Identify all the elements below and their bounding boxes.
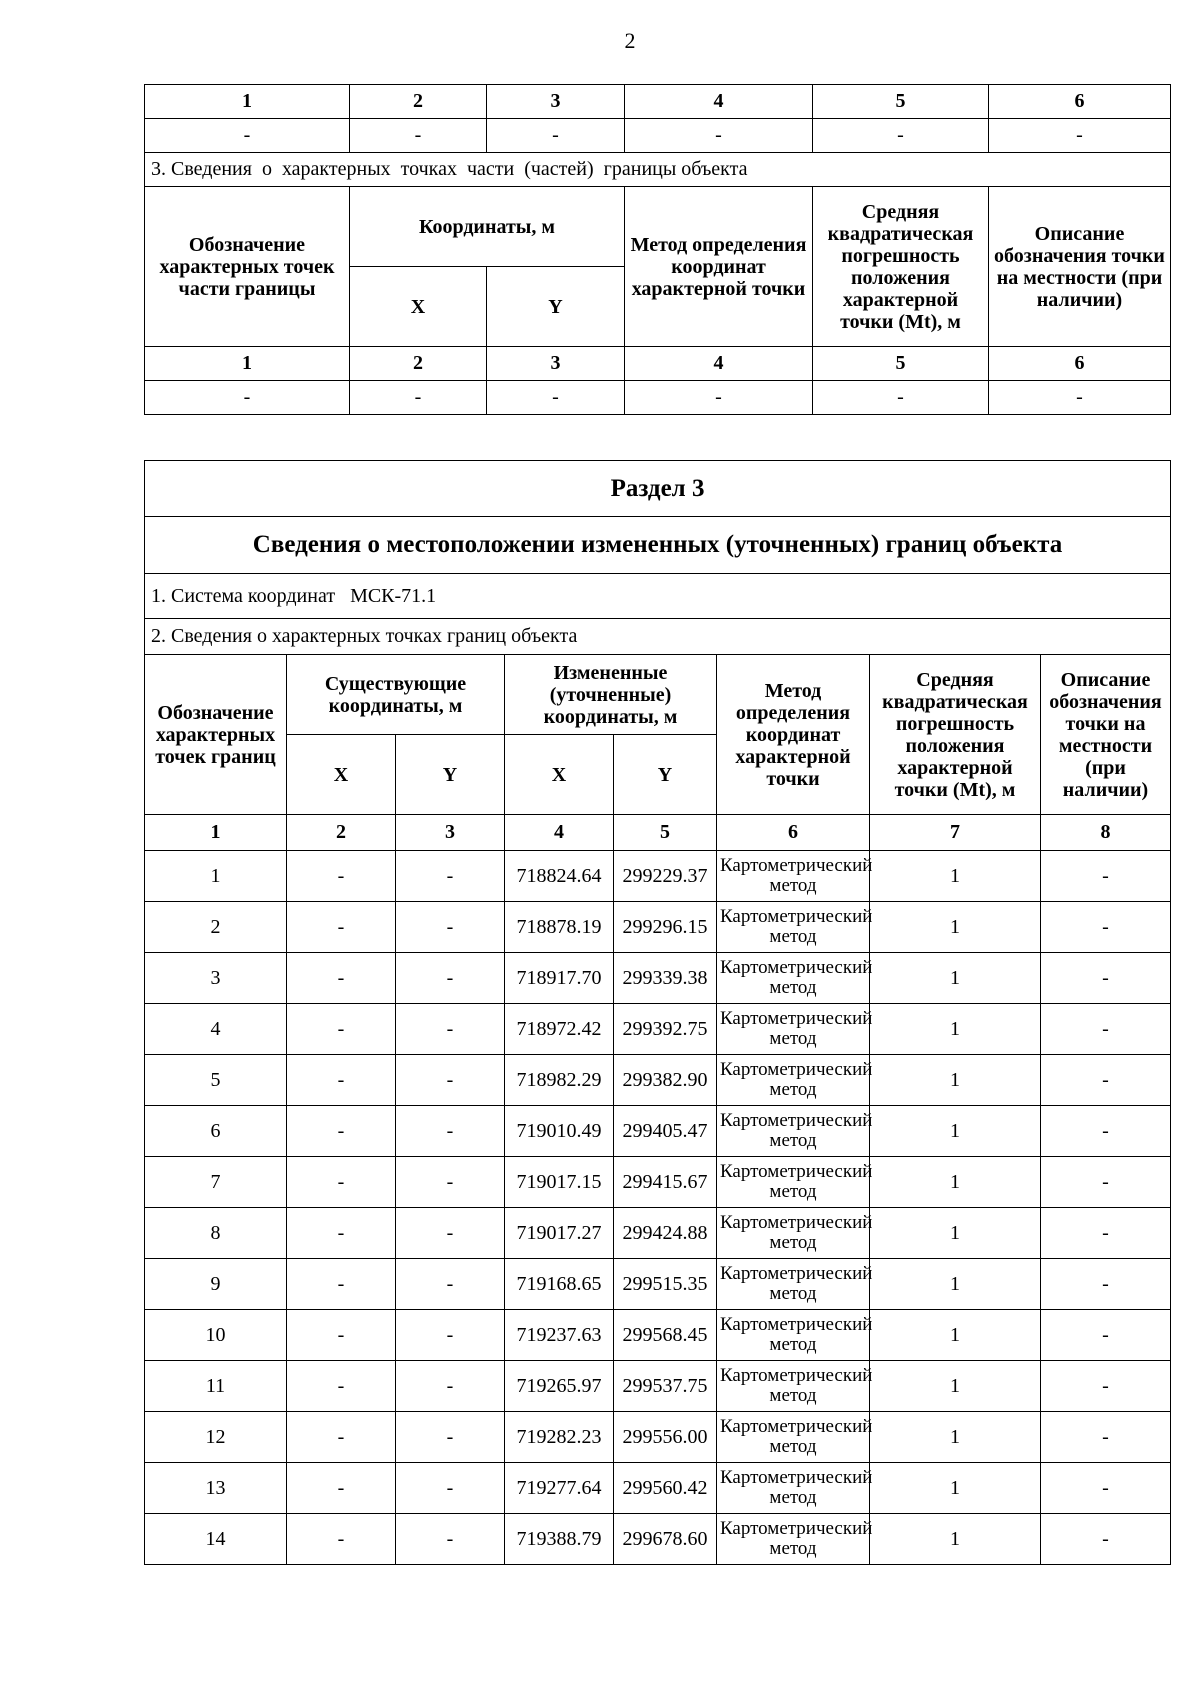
changed-x: 718972.42 xyxy=(505,1004,614,1055)
method: Картометрический метод xyxy=(717,1310,870,1361)
column-numbers-row xyxy=(145,85,1171,119)
col-number: 3 xyxy=(396,815,505,851)
existing-y: - xyxy=(396,1259,505,1310)
mt-value: 1 xyxy=(870,1514,1041,1565)
empty-cell: - xyxy=(350,381,487,415)
table-row xyxy=(145,902,1171,953)
header-designation: Обозначение характерных точек части границы xyxy=(145,187,350,347)
column-numbers-row xyxy=(145,347,1171,381)
point-number: 2 xyxy=(145,902,287,953)
parts-boundary-table xyxy=(144,84,1171,415)
section-subtitle: Сведения о местоположении измененных (уточненных) границ объекта xyxy=(145,517,1171,574)
existing-x: - xyxy=(287,1259,396,1310)
table-row xyxy=(145,1412,1171,1463)
col-number: 4 xyxy=(625,347,813,381)
table-row xyxy=(145,953,1171,1004)
empty-row xyxy=(145,381,1171,415)
col-number: 6 xyxy=(717,815,870,851)
changed-y: 299560.42 xyxy=(614,1463,717,1514)
existing-y: - xyxy=(396,902,505,953)
section-title: Раздел 3 xyxy=(145,461,1171,517)
table-row xyxy=(145,1106,1171,1157)
header-existing-x: X xyxy=(287,735,396,815)
existing-y: - xyxy=(396,1412,505,1463)
coordinate-system-label: 1. Система координат xyxy=(151,584,336,607)
table-row xyxy=(145,1361,1171,1412)
col-number: 2 xyxy=(287,815,396,851)
empty-cell: - xyxy=(813,119,989,153)
method: Картометрический метод xyxy=(717,1004,870,1055)
mt-value: 1 xyxy=(870,1157,1041,1208)
point-number: 8 xyxy=(145,1208,287,1259)
changed-x: 718982.29 xyxy=(505,1055,614,1106)
changed-x: 718878.19 xyxy=(505,902,614,953)
description: - xyxy=(1041,902,1171,953)
col-number: 1 xyxy=(145,347,350,381)
description: - xyxy=(1041,1157,1171,1208)
changed-x: 719168.65 xyxy=(505,1259,614,1310)
col-number: 6 xyxy=(989,85,1171,119)
empty-row xyxy=(145,119,1171,153)
method: Картометрический метод xyxy=(717,902,870,953)
changed-y: 299382.90 xyxy=(614,1055,717,1106)
existing-y: - xyxy=(396,1157,505,1208)
col-number: 6 xyxy=(989,347,1171,381)
changed-x: 719017.15 xyxy=(505,1157,614,1208)
empty-cell: - xyxy=(145,381,350,415)
existing-y: - xyxy=(396,1361,505,1412)
description: - xyxy=(1041,1514,1171,1565)
changed-y: 299568.45 xyxy=(614,1310,717,1361)
point-number: 12 xyxy=(145,1412,287,1463)
existing-x: - xyxy=(287,1361,396,1412)
method: Картометрический метод xyxy=(717,1106,870,1157)
method: Картометрический метод xyxy=(717,1259,870,1310)
header-existing-y: Y xyxy=(396,735,505,815)
changed-y: 299537.75 xyxy=(614,1361,717,1412)
empty-cell: - xyxy=(625,381,813,415)
existing-x: - xyxy=(287,1514,396,1565)
coordinate-system-row xyxy=(145,574,1171,619)
point-number: 10 xyxy=(145,1310,287,1361)
col-number: 5 xyxy=(614,815,717,851)
point-number: 9 xyxy=(145,1259,287,1310)
description: - xyxy=(1041,1055,1171,1106)
existing-x: - xyxy=(287,1463,396,1514)
col-number: 2 xyxy=(350,85,487,119)
method: Картометрический метод xyxy=(717,1514,870,1565)
mt-value: 1 xyxy=(870,1412,1041,1463)
changed-x: 719265.97 xyxy=(505,1361,614,1412)
col-number: 5 xyxy=(813,85,989,119)
method: Картометрический метод xyxy=(717,1463,870,1514)
changed-y: 299296.15 xyxy=(614,902,717,953)
existing-x: - xyxy=(287,1310,396,1361)
existing-y: - xyxy=(396,851,505,902)
existing-y: - xyxy=(396,1463,505,1514)
changed-y: 299515.35 xyxy=(614,1259,717,1310)
method: Картометрический метод xyxy=(717,1055,870,1106)
point-number: 3 xyxy=(145,953,287,1004)
existing-y: - xyxy=(396,1514,505,1565)
table-row xyxy=(145,1004,1171,1055)
changed-y: 299339.38 xyxy=(614,953,717,1004)
col-number: 3 xyxy=(487,85,625,119)
description: - xyxy=(1041,1310,1171,1361)
header-changed-x: X xyxy=(505,735,614,815)
table-row xyxy=(145,1157,1171,1208)
empty-cell: - xyxy=(813,381,989,415)
section3-table xyxy=(144,460,1171,1565)
header-designation: Обозначение характерных точек границ xyxy=(145,655,287,815)
empty-cell: - xyxy=(145,119,350,153)
method: Картометрический метод xyxy=(717,851,870,902)
mt-value: 1 xyxy=(870,851,1041,902)
table-row xyxy=(145,1514,1171,1565)
description: - xyxy=(1041,1412,1171,1463)
col-number: 5 xyxy=(813,347,989,381)
description: - xyxy=(1041,1361,1171,1412)
point-number: 11 xyxy=(145,1361,287,1412)
col-number: 1 xyxy=(145,815,287,851)
changed-x: 719277.64 xyxy=(505,1463,614,1514)
col-number: 1 xyxy=(145,85,350,119)
header-description: Описание обозначения точки на местности (при наличии) xyxy=(989,187,1171,347)
point-number: 6 xyxy=(145,1106,287,1157)
description: - xyxy=(1041,851,1171,902)
changed-y: 299424.88 xyxy=(614,1208,717,1259)
col-number: 4 xyxy=(505,815,614,851)
changed-x: 719282.23 xyxy=(505,1412,614,1463)
header-method: Метод определения координат характерной точки xyxy=(717,655,870,815)
header-error: Средняя квадратическая погрешность положения характерной точки (Mt), м xyxy=(870,655,1041,815)
changed-y: 299415.67 xyxy=(614,1157,717,1208)
table-row xyxy=(145,1208,1171,1259)
description: - xyxy=(1041,1004,1171,1055)
mt-value: 1 xyxy=(870,1004,1041,1055)
mt-value: 1 xyxy=(870,1055,1041,1106)
col-number: 3 xyxy=(487,347,625,381)
mt-value: 1 xyxy=(870,1361,1041,1412)
existing-y: - xyxy=(396,953,505,1004)
coordinate-system-value: МСК-71.1 xyxy=(350,584,437,607)
changed-x: 718917.70 xyxy=(505,953,614,1004)
table-row xyxy=(145,1055,1171,1106)
point-number: 4 xyxy=(145,1004,287,1055)
existing-y: - xyxy=(396,1055,505,1106)
existing-y: - xyxy=(396,1106,505,1157)
existing-x: - xyxy=(287,902,396,953)
col-number: 7 xyxy=(870,815,1041,851)
table-row xyxy=(145,851,1171,902)
description: - xyxy=(1041,1208,1171,1259)
points-section-label: 2. Сведения о характерных точках границ объекта xyxy=(145,619,1171,655)
method: Картометрический метод xyxy=(717,1208,870,1259)
changed-x: 719010.49 xyxy=(505,1106,614,1157)
existing-y: - xyxy=(396,1004,505,1055)
empty-cell: - xyxy=(989,119,1171,153)
header-coordinates: Координаты, м xyxy=(350,187,625,267)
point-number: 14 xyxy=(145,1514,287,1565)
empty-cell: - xyxy=(487,119,625,153)
page-number: 2 xyxy=(624,28,636,53)
table-row xyxy=(145,1259,1171,1310)
mt-value: 1 xyxy=(870,1208,1041,1259)
existing-x: - xyxy=(287,1157,396,1208)
existing-x: - xyxy=(287,1412,396,1463)
description: - xyxy=(1041,1259,1171,1310)
header-existing-coordinates: Существующие координаты, м xyxy=(287,655,505,735)
mt-value: 1 xyxy=(870,1259,1041,1310)
existing-x: - xyxy=(287,1106,396,1157)
method: Картометрический метод xyxy=(717,1412,870,1463)
description: - xyxy=(1041,1463,1171,1514)
changed-x: 718824.64 xyxy=(505,851,614,902)
header-error: Средняя квадратическая погрешность положения характерной точки (Mt), м xyxy=(813,187,989,347)
mt-value: 1 xyxy=(870,1106,1041,1157)
method: Картометрический метод xyxy=(717,953,870,1004)
empty-cell: - xyxy=(487,381,625,415)
existing-y: - xyxy=(396,1310,505,1361)
method: Картометрический метод xyxy=(717,1157,870,1208)
table-row xyxy=(145,1463,1171,1514)
changed-y: 299678.60 xyxy=(614,1514,717,1565)
mt-value: 1 xyxy=(870,902,1041,953)
existing-x: - xyxy=(287,953,396,1004)
changed-y: 299392.75 xyxy=(614,1004,717,1055)
header-changed-y: Y xyxy=(614,735,717,815)
header-x: X xyxy=(350,267,487,347)
header-y: Y xyxy=(487,267,625,347)
column-numbers-row xyxy=(145,815,1171,851)
existing-x: - xyxy=(287,851,396,902)
header-method: Метод определения координат характерной точки xyxy=(625,187,813,347)
changed-x: 719237.63 xyxy=(505,1310,614,1361)
point-number: 5 xyxy=(145,1055,287,1106)
header-description: Описание обозначения точки на местности (при наличии) xyxy=(1041,655,1171,815)
mt-value: 1 xyxy=(870,953,1041,1004)
existing-y: - xyxy=(396,1208,505,1259)
mt-value: 1 xyxy=(870,1463,1041,1514)
table-row xyxy=(145,1310,1171,1361)
description: - xyxy=(1041,953,1171,1004)
point-number: 1 xyxy=(145,851,287,902)
changed-y: 299229.37 xyxy=(614,851,717,902)
parts-section-label: 3. Сведения о характерных точках части (частей) границы объекта xyxy=(145,153,1171,187)
existing-x: - xyxy=(287,1004,396,1055)
changed-x: 719017.27 xyxy=(505,1208,614,1259)
existing-x: - xyxy=(287,1208,396,1259)
header-changed-coordinates: Измененные (уточненные) координаты, м xyxy=(505,655,717,735)
changed-y: 299556.00 xyxy=(614,1412,717,1463)
changed-y: 299405.47 xyxy=(614,1106,717,1157)
description: - xyxy=(1041,1106,1171,1157)
empty-cell: - xyxy=(350,119,487,153)
changed-x: 719388.79 xyxy=(505,1514,614,1565)
col-number: 4 xyxy=(625,85,813,119)
col-number: 2 xyxy=(350,347,487,381)
point-number: 13 xyxy=(145,1463,287,1514)
empty-cell: - xyxy=(989,381,1171,415)
existing-x: - xyxy=(287,1055,396,1106)
point-number: 7 xyxy=(145,1157,287,1208)
col-number: 8 xyxy=(1041,815,1171,851)
mt-value: 1 xyxy=(870,1310,1041,1361)
method: Картометрический метод xyxy=(717,1361,870,1412)
empty-cell: - xyxy=(625,119,813,153)
